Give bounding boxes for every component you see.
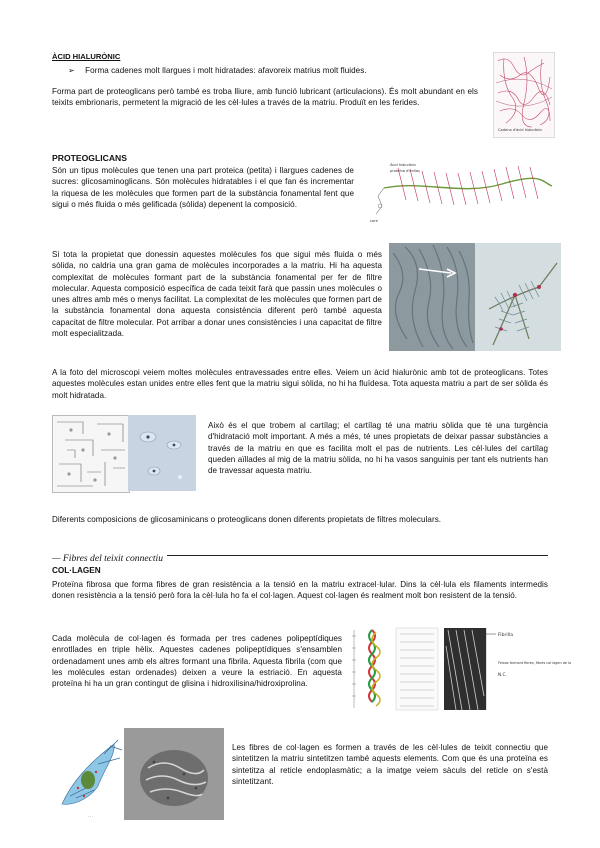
cartilage-matrix-diagram	[52, 415, 130, 493]
figure-label-bundles: Feixos formant fibres, fibres col·lagen de la	[498, 661, 572, 665]
proteoglycans-heading: PROTEOGLICANS	[52, 153, 127, 163]
collagen-structure-figure	[348, 626, 572, 712]
proteoglycans-paragraph-3: A la foto del microscopi veiem moltes molècules entravessades entre elles. Veiem un àcid hialurònic amb tot de proteoglicans. Totes aquestes molècules estan unides entre elles fent que la matriu sigui sòlida, no hi ha fluïdesa. Tota aquesta matriu a part de ser sòlida és molt hidratada.	[52, 368, 548, 400]
collagen-paragraph-2: Cada molècula de col·lagen és formada per tres cadenes polipeptídiques enrotllades en triple hèlix. Aquestes cadenes polipeptídiques s'ensamblen ordenadament unes amb els altres formant una fibrila. Aquesta fibrila (com que les molècules estan ordenades) deixen a veure la estriació. En aquesta proteïna hi ha un gran contingut de glisina i hidroxilisina/hidroxiprolina.	[52, 634, 342, 689]
diagram-label-core: core	[370, 219, 378, 223]
hyaluronic-bullet-row	[68, 65, 488, 76]
fibroblast-caption: · · ·	[88, 815, 94, 819]
proteoglycans-paragraph-5: Diferents composicions de glicosaminicans o proteoglicans donen diferents propietats de filtres moleculars.	[52, 515, 442, 524]
proteoglycans-paragraph-1: Són un tipus molècules que tenen una part proteica (petita) i llargues cadenes de sucres: glicosaminoglicans. Són molècules hidratables i el que fan és incrementar la riquesa de les molècules que formen part de la substància fonamental fent que sigui o més fluida o més gelificada (sòlida) depenent la composició.	[52, 166, 354, 209]
endoplasmic-reticulum-micrograph	[124, 728, 224, 820]
fibers-section-title: — Fibres del teixit connectiu	[52, 553, 167, 564]
hyaluronic-figure-caption: Cadena d'àcid hialurònic	[498, 128, 543, 132]
hyaluronic-bullet-text: Forma cadenes molt llargues i molt hidratades: afavoreix matrius molt fluides.	[85, 66, 367, 75]
cartilage-micrograph	[128, 415, 196, 491]
proteoglycans-paragraph-4: Això és el que trobem al cartílag; el cartílag té una matriu sòlida que té una turgència d'hidratació molt important. A més a més, té unes propietats de deixar passar substàncies a través de la matriu en que es facilita molt el pas de nutrients. Les cèl·lules del cartílag queden aïllades al mig de la matriu sòlida, no hi ha vasos sanguinis per tant els nutrients han de travessar aquesta matriu.	[208, 421, 548, 476]
fibroblast-diagram	[58, 730, 124, 820]
figure-label-fibril: Fibrilla	[498, 633, 514, 638]
collagen-paragraph-1: Proteïna fibrosa que forma fibres de gran resistència a la tensió en la matriu extracel·lular. Dins la cèl·lula els filaments intermedis donen resistència a la tensió però fora la cèl·lula ho fa el col·lagen. Aquest col·lagen és realment molt bon resistent de la tensió.	[52, 580, 548, 601]
collagen-paragraph-3: Les fibres de col·lagen es formen a través de les cèl·lules de teixit connectiu que sintetitzen la matriu sintetitzen també aquests elements. Com que és una proteïna es sintetitza al reticle endoplasmàtic; a la imatge veiem sàculs del reticle on s'està sintetitzant.	[232, 743, 548, 786]
hyaluronic-paragraph: Forma part de proteoglicans però també es troba lliure, amb funció lubricant (articulacions). És molt abundant en els teixits embrionaris, permetent la migració de les cèl·lules a través de la matriu. Produït en les ferides.	[52, 87, 478, 108]
fibers-section-header	[52, 548, 548, 564]
diagram-label-link-protein: proteïna d'enllaç	[390, 169, 421, 173]
bullet-arrow-icon: ➢	[68, 66, 75, 75]
figure-label-nc: N.C.	[498, 672, 507, 677]
proteoglycan-aggregate-diagram	[362, 160, 554, 228]
hyaluronic-heading: ÀCID HIALURÒNIC	[52, 52, 121, 61]
diagram-label-hyaluronic: Àcid hialurònic	[390, 163, 417, 167]
proteoglycan-micrograph	[389, 243, 561, 351]
collagen-heading: COL·LAGEN	[52, 566, 101, 575]
proteoglycans-paragraph-2: Si tota la propietat que donessin aquestes molècules fos que sigui més fluida o més sòlida, no caldria una gran gama de molècules incorporades a la matriu. Hi ha aquesta complexitat de molècules formant part de la substància fonamental per fer de filtre molecular. Aquesta composició específica de cada teixit farà que passin unes molècules o unes altres amb més o menys facilitat. La complexitat de les molècules que formen part de la substància fonamental dona aquesta consistència diferent però també aquesta capacitat de filtre molecular. Pot arribar a donar unes consistències i una capacitat de filtre molt especialitzada.	[52, 250, 382, 339]
hyaluronic-chain-figure	[493, 52, 555, 138]
